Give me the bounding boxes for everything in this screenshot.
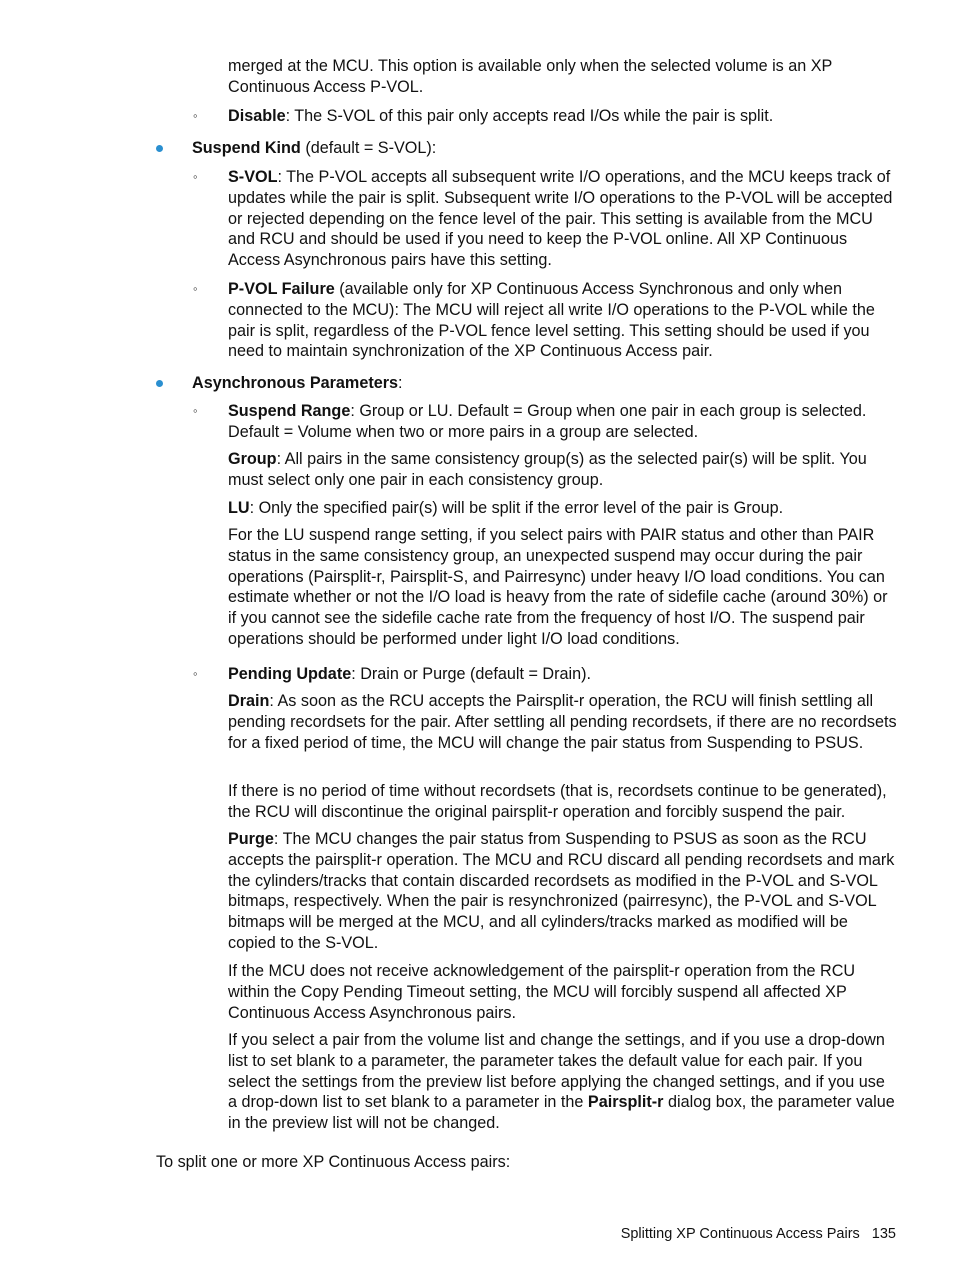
page-number: 135 — [871, 1226, 896, 1242]
desc-suspend-kind: (default = S-VOL): — [300, 139, 437, 157]
option-group — [228, 449, 898, 491]
term-pairsplit-r: Pairsplit-r — [587, 1093, 664, 1112]
sub-bullet: ◦ — [193, 403, 198, 418]
heading-async-params — [192, 373, 892, 394]
purge-note: If the MCU does not receive acknowledgement of the pairsplit-r operation from the RCU within the Copy Pending Timeout setting, the MCU will forcibly suspend all affected XP Continuous Access Asynchronous pairs. — [228, 962, 856, 1022]
term-purge: Purge — [228, 830, 274, 848]
option-drain — [228, 691, 898, 753]
sub-bullet: ◦ — [193, 666, 198, 681]
option-disable — [228, 106, 898, 127]
option-purge — [228, 829, 898, 954]
term-pvol-failure: P-VOL Failure — [228, 280, 335, 298]
term-disable: Disable — [228, 107, 286, 125]
desc-group: : All pairs in the same consistency group(s) as the selected pair(s) will be split. You must select only one pair in each consistency group. — [228, 450, 867, 489]
option-pending-update — [228, 664, 898, 685]
term-pending-update: Pending Update — [228, 665, 352, 683]
desc-pending-update: : Drain or Purge (default = Drain). — [351, 665, 591, 683]
closing-sentence: To split one or more XP Continuous Access pairs: — [156, 1153, 511, 1171]
term-drain: Drain — [228, 692, 270, 710]
option-svol — [228, 167, 898, 271]
desc-svol: : The P-VOL accepts all subsequent write I/O operations, and the MCU keeps track of updates while the pair is split. Subsequent write I/O operations to the P-VOL will be accepted or rejected depending on the fence level of the pair. This setting is available from the MCU and RCU and should be used if you need to keep the P-VOL online. All XP Continuous Access Asynchronous pairs have this setting. — [228, 168, 893, 270]
option-suspend-range — [228, 401, 898, 443]
desc-disable: : The S-VOL of this pair only accepts read I/Os while the pair is split. — [285, 107, 774, 125]
term-svol: S-VOL — [228, 168, 278, 186]
term-async-params: Asynchronous Parameters — [192, 374, 399, 392]
paragraph-continued: merged at the MCU. This option is available only when the selected volume is an XP Continuous Access P-VOL. — [228, 57, 833, 96]
heading-suspend-kind — [192, 138, 892, 159]
desc-pvol-failure: (available only for XP Continuous Access Synchronous and only when connected to the MCU): The MCU will reject all write I/O operations to the P-VOL while the pair is split, regardless of the P-VOL fence level setting. This setting should be used if you need to maintain synchronization of the XP Continuous Access pair. — [228, 280, 875, 361]
dropdown-note-before: If you select a pair from the volume list and change the settings, and if you use a drop-down list to set blank to a parameter, the parameter takes the default value for each pair. If you select the settings from the preview list before applying the changed settings, and if you use a drop-down list to set blank to a parameter in the — [228, 1031, 885, 1112]
term-suspend-kind: Suspend Kind — [192, 139, 301, 157]
option-lu — [228, 498, 898, 519]
desc-purge: : The MCU changes the pair status from Suspending to PSUS as soon as the RCU accepts the pairsplit-r operation. The MCU and RCU discard all pending recordsets and mark the cylinders/tracks that contain discarded recordsets as modified in the P-VOL and S-VOL bitmaps, respectively. When the pair is resynchronized (pairresync), the P-VOL and S-VOL bitmaps will be merged at the MCU, and all cylinders/tracks marked as modified will be copied to the S-VOL. — [228, 830, 895, 952]
lu-note: For the LU suspend range setting, if you select pairs with PAIR status and other than PAIR status in the same consistency group, an unexpected suspend may occur during the pair operations (Pairsplit-r, Pairsplit-S, and Pairresync) under heavy I/O load conditions. You can estimate whether or not the I/O load is heavy from the rate of sidefile cache (around 30%) or if you cannot see the sidefile cache rate from the frequency of host I/O. The suspend pair operations should be performed under light I/O load conditions. — [228, 526, 888, 648]
sub-bullet: ◦ — [193, 281, 198, 296]
desc-drain: : As soon as the RCU accepts the Pairsplit-r operation, the RCU will finish settling all pending recordsets for the pair. After settling all pending recordsets, if there are no recordsets for a fixed period of time, the MCU will change the pair status from Suspending to PSUS. — [228, 692, 897, 752]
term-suspend-range: Suspend Range — [228, 402, 351, 420]
dropdown-note-after: dialog box, the parameter value in the preview list will not be changed. — [228, 1093, 895, 1133]
dropdown-note — [228, 1030, 898, 1134]
footer-section-title: Splitting XP Continuous Access Pairs — [620, 1226, 860, 1242]
desc-async-params: : — [398, 374, 403, 392]
desc-suspend-range: : Group or LU. Default = Group when one pair in each group is selected. Default = Volume when two or more pairs in a group are selected. — [228, 402, 867, 441]
drain-note: If there is no period of time without recordsets (that is, recordsets continue to be generated), the RCU will discontinue the original pairsplit-r operation and forcibly suspend the pair. — [228, 782, 887, 821]
term-lu: LU — [228, 499, 250, 517]
sub-bullet: ◦ — [193, 108, 198, 123]
sub-bullet: ◦ — [193, 169, 198, 184]
desc-lu: : Only the specified pair(s) will be split if the error level of the pair is Group. — [249, 499, 784, 517]
page-footer — [621, 1224, 896, 1245]
term-group: Group — [228, 450, 277, 468]
option-pvol-failure — [228, 279, 898, 362]
bullet-dot — [156, 145, 163, 152]
bullet-dot — [156, 380, 163, 387]
